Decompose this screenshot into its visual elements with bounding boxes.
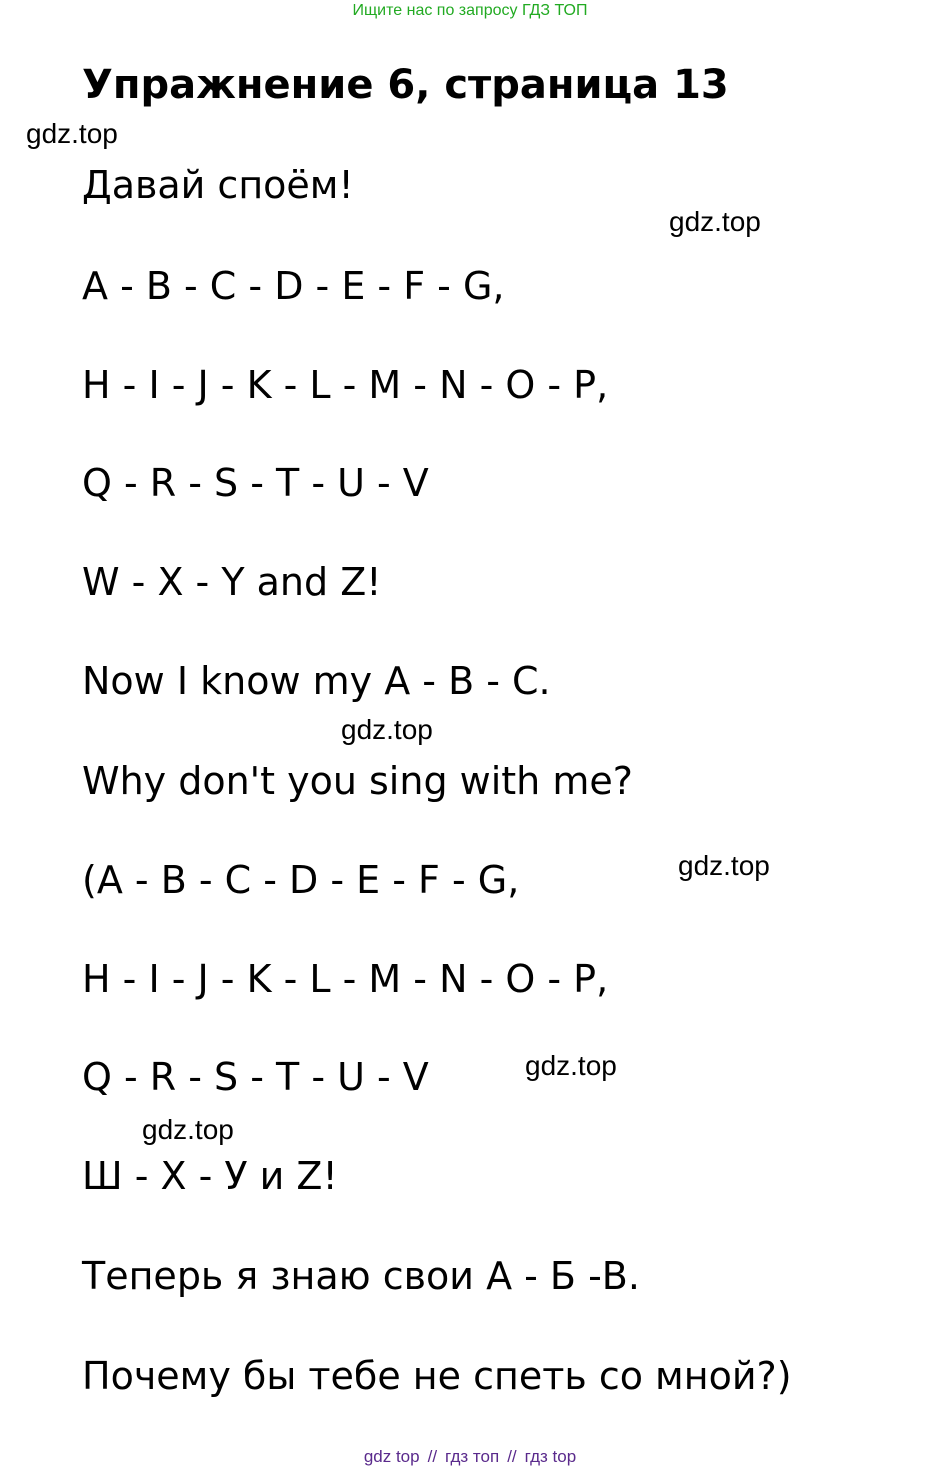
- watermark: gdz.top: [26, 118, 118, 149]
- song-line: Now I know my A - B - C.: [82, 659, 551, 703]
- song-line: H - I - J - K - L - M - N - O - P,: [82, 957, 609, 1001]
- watermark: gdz.top: [341, 714, 433, 745]
- watermark: gdz.top: [525, 1050, 617, 1081]
- song-line: Теперь я знаю свои А - Б -В.: [82, 1254, 640, 1298]
- top-banner: Ищите нас по запросу ГДЗ ТОП: [352, 2, 588, 19]
- song-line: Ш - Х - У и Z!: [82, 1154, 338, 1198]
- song-line: Почему бы тебе не спеть со мной?): [82, 1354, 792, 1398]
- song-line: Q - R - S - T - U - V: [82, 1055, 429, 1099]
- footer-separator: //: [507, 1447, 517, 1466]
- song-line: A - B - C - D - E - F - G,: [82, 264, 505, 308]
- watermark: gdz.top: [142, 1114, 234, 1145]
- song-line: Давай споём!: [82, 163, 354, 207]
- watermark: gdz.top: [678, 850, 770, 881]
- song-line: Why don't you sing with me?: [82, 759, 633, 803]
- footer-item: gdz top: [363, 1447, 420, 1466]
- footer-item: гдз top: [524, 1447, 577, 1466]
- song-line: (A - B - C - D - E - F - G,: [82, 858, 520, 902]
- song-line: Q - R - S - T - U - V: [82, 461, 429, 505]
- footer: [0, 1447, 940, 1467]
- song-line: H - I - J - K - L - M - N - O - P,: [82, 363, 609, 407]
- song-line: W - X - Y and Z!: [82, 560, 382, 604]
- footer-separator: //: [427, 1447, 438, 1466]
- page-title: Упражнение 6, страница 13: [82, 62, 729, 108]
- watermark: gdz.top: [669, 206, 761, 237]
- footer-item: гдз топ: [445, 1447, 500, 1466]
